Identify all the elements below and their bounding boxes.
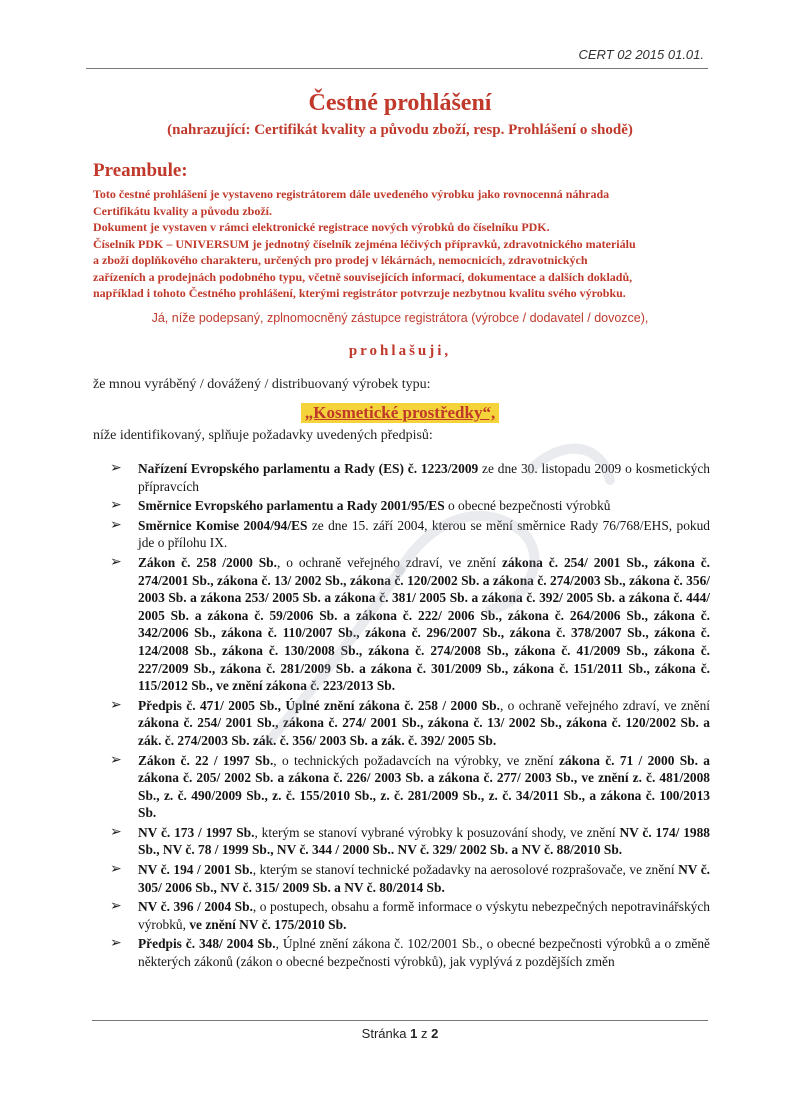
preamble-line: Dokument je vystaven v rámci elektronické registrace nových výrobků do číselníku PDK. xyxy=(93,220,550,234)
document-title: Čestné prohlášení xyxy=(308,90,492,116)
preamble-line: Číselník PDK – UNIVERSUM je jednotný číselník zejména léčivých přípravků, zdravotnického materiálu xyxy=(93,236,636,251)
regulation-bold-text: Zákon č. 22 / 1997 Sb. xyxy=(138,752,274,768)
document-code: CERT 02 2015 01.01. xyxy=(578,47,704,62)
regulation-text: , Úplné znění zákona č. 102/2001 Sb., o obecné bezpečnosti výrobků a o změně některých zákonů (zákon o obecné bezpečnosti výrobků), jak vyplývá z pozdějších změn xyxy=(138,936,710,970)
regulation-text: ze dne 30. listopadu 2009 o kosmetických přípravcích xyxy=(138,461,711,494)
regulations-list xyxy=(110,460,710,973)
regulation-text: , kterým se stanoví technické požadavky na aerosolové rozprašovače, ve znění xyxy=(252,862,679,878)
page-of-word: z xyxy=(420,1026,428,1041)
header-rule xyxy=(86,68,708,69)
identified-line: níže identifikovaný, splňuje požadavky uvedených předpisů: xyxy=(93,428,433,443)
regulation-item xyxy=(110,554,710,695)
regulation-text: , o technických požadavcích na výrobky, ve znění xyxy=(273,752,559,768)
regulation-item xyxy=(110,752,710,822)
signatory-intro: Já, níže podepsaný, zplnomocněný zástupce registrátora (výrobce / dodavatel / dovozce), xyxy=(151,311,649,325)
regulation-bold-text: Předpis č. 348/ 2004 Sb. xyxy=(138,936,276,952)
regulation-bold-text: NV č. 173 / 1997 Sb. xyxy=(138,824,255,840)
regulation-item xyxy=(110,517,710,552)
arrow-bullet-icon: ➢ xyxy=(110,862,122,878)
preamble-line: Certifikátu kvality a původu zboží. xyxy=(93,203,273,218)
arrow-bullet-icon: ➢ xyxy=(110,824,122,840)
regulation-bold-text: Směrnice Evropského parlamentu a Rady 2001/95/ES xyxy=(138,498,445,514)
arrow-bullet-icon: ➢ xyxy=(110,936,122,952)
regulation-bold-text: zákona č. 254/ 2001 Sb., zákona č. 274/2001 Sb., zákona č. 13/ 2002 Sb., zákona č. 120/2002 Sb. a zákona č. 274/2003 Sb., zákona č. 356/ 2003 Sb. a zákona 253/ 2005 Sb. a zákona č. 381/ 2005 Sb. a zákona č. 392/ 2005 Sb. a zákona č. 444/ 2005 Sb. a zákona č. 59/2006 Sb. a zákona č. 222/ 2006 Sb., zákona č. 264/2006 Sb., zákona č. 342/2006 Sb., zákona č. 110/2007 Sb., zákona č. 296/2007 Sb., zákona č. 378/2007 Sb., zákona č. 124/2008 Sb., zákona č. 130/2008 Sb., zákona č. 274/2008 Sb., zákona č. 41/2009 Sb., zákona č. 227/2009 Sb., zákona č. 281/2009 Sb. a zákona č. 301/2009 Sb., zákona č. 151/2011 Sb., zákona č. 115/2012 Sb., ve znění zákona č. 223/2013 Sb. xyxy=(138,554,710,694)
arrow-bullet-icon: ➢ xyxy=(110,899,122,915)
regulation-bold-text: Zákon č. 258 /2000 Sb. xyxy=(138,554,277,570)
preamble-heading: Preambule: xyxy=(93,160,188,181)
page-total: 2 xyxy=(431,1026,439,1041)
regulation-bold-text: NV č. 396 / 2004 Sb. xyxy=(138,899,253,915)
declaration-word: prohlašuji, xyxy=(348,343,452,359)
arrow-bullet-icon: ➢ xyxy=(110,697,122,713)
regulation-item xyxy=(110,497,710,515)
document-subtitle: (nahrazující: Certifikát kvality a původu zboží, resp. Prohlášení o shodě) xyxy=(167,122,633,138)
regulation-item xyxy=(110,861,710,896)
product-type-wrap xyxy=(0,403,800,423)
preamble-line: a zboží doplňkového charakteru, určených pro prodej v lékárnách, nemocnicích, zdravotnických xyxy=(93,253,588,267)
arrow-bullet-icon: ➢ xyxy=(110,498,122,514)
preamble-line: zařízeních a prodejnách podobného typu, včetně souvisejících informací, dokumentace a dalších dokladů, xyxy=(93,269,633,284)
regulation-text: o obecné bezpečnosti výrobků xyxy=(444,498,611,514)
arrow-bullet-icon: ➢ xyxy=(110,517,122,533)
regulation-text: , o ochraně veřejného zdraví, ve znění xyxy=(276,554,502,570)
arrow-bullet-icon: ➢ xyxy=(110,554,122,570)
preamble-line: například i tohoto Čestného prohlášení, kterými registrátor potvrzuje nezbytnou kvalitu svého výrobku. xyxy=(93,286,626,300)
regulation-bold-text: zákona č. 254/ 2001 Sb., zákona č. 274/ 2001 Sb., zákona č. 13/ 2002 Sb., zákona č. 120/2002 Sb. a zák. č. 274/2003 Sb. zák. č. 356/ 2003 Sb. a zák. č. 392/ 2005 Sb. xyxy=(138,715,710,748)
regulation-text: , o ochraně veřejného zdraví, ve znění xyxy=(499,697,710,713)
regulation-bold-text: zákona č. 71 / 2000 Sb. a zákona č. 205/ 2002 Sb. a zákona č. 226/ 2003 Sb. a zákona č. 277/ 2003 Sb., ve znění z. č. 481/2008 Sb., z. č. 490/2009 Sb., z. č. 155/2010 Sb., z. č. 281/2009 Sb., z. č. 34/2011 Sb., a zákona č. 100/2013 Sb. xyxy=(138,752,710,821)
arrow-bullet-icon: ➢ xyxy=(110,752,122,768)
regulation-bold-text: NV č. 194 / 2001 Sb. xyxy=(138,862,253,878)
page-number: 1 xyxy=(410,1026,418,1041)
regulation-item xyxy=(110,824,710,859)
regulation-bold-text: Nařízení Evropského parlamentu a Rady (ES) č. 1223/2009 xyxy=(138,461,479,476)
regulation-text: ze dne 15. září 2004, kterou se mění směrnice Rady 76/768/EHS, pokud jde o přílohu IX. xyxy=(138,517,710,551)
page-footer xyxy=(0,1026,800,1041)
regulation-item xyxy=(110,697,710,750)
regulation-text: , o postupech, obsahu a formě informace o výskytu nebezpečných nepotravinářských výrobků, xyxy=(138,899,710,932)
regulation-bold-text: NV č. 174/ 1988 Sb., NV č. 78 / 1999 Sb., NV č. 344 / 2000 Sb.. NV č. 329/ 2002 Sb. a NV č. 88/2010 Sb. xyxy=(138,824,710,858)
regulation-bold-text: Předpis č. 471/ 2005 Sb., Úplné znění zákona č. 258 / 2000 Sb. xyxy=(138,697,500,713)
regulation-item xyxy=(110,935,710,970)
regulation-item xyxy=(110,460,710,495)
regulation-bold-text: Směrnice Komise 2004/94/ES xyxy=(138,517,308,533)
regulation-bold-text: NV č. 305/ 2006 Sb., NV č. 315/ 2009 Sb. a NV č. 80/2014 Sb. xyxy=(138,862,710,895)
preamble-line: Toto čestné prohlášení je vystaveno registrátorem dále uvedeného výrobku jako rovnocenná náhrada xyxy=(93,187,610,201)
arrow-bullet-icon: ➢ xyxy=(110,461,122,476)
page-word: Stránka xyxy=(361,1026,407,1041)
regulation-text: , kterým se stanoví vybrané výrobky k posuzování shody, ve znění xyxy=(254,824,620,840)
regulation-bold-text: ve znění NV č. 175/2010 Sb. xyxy=(189,916,347,932)
preamble-body xyxy=(93,186,718,302)
product-type-line: že mnou vyráběný / dovážený / distribuovaný výrobek typu: xyxy=(93,377,431,392)
footer-rule xyxy=(92,1020,708,1021)
regulation-item xyxy=(110,898,710,933)
product-type-highlight: „Kosmetické prostředky“, xyxy=(301,403,499,423)
